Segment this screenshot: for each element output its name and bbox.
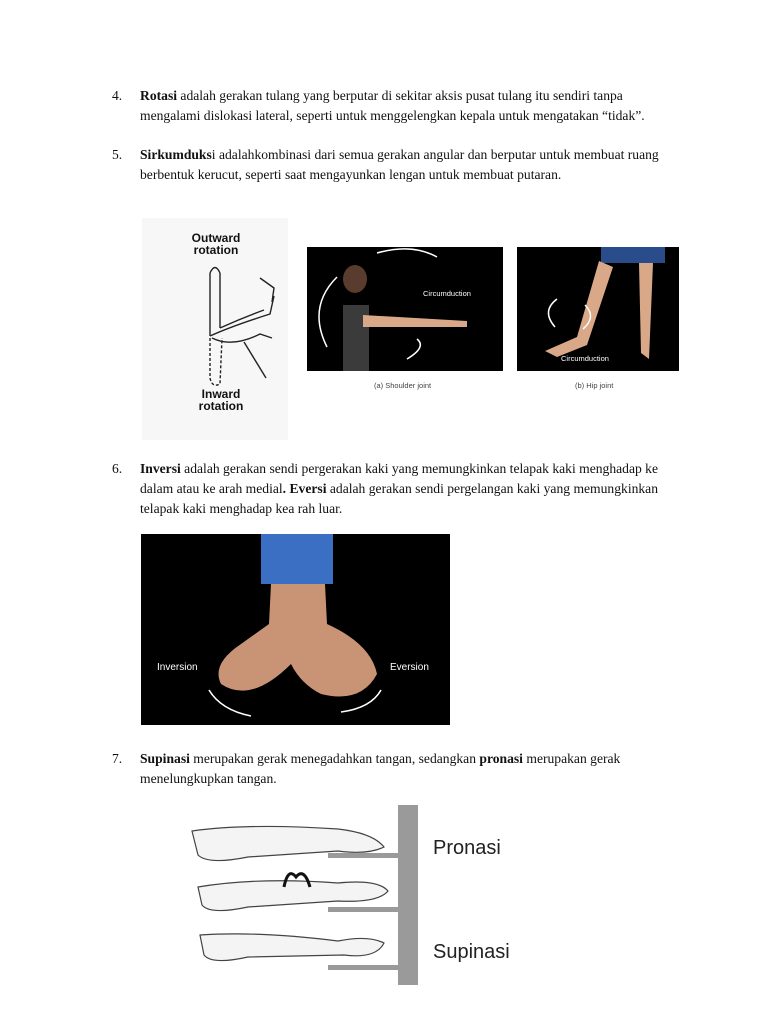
item-text: merupakan gerak menegadahkan tangan, sedangkan bbox=[189, 751, 480, 766]
inward-rotation-label: Inward rotation bbox=[198, 387, 244, 413]
item-text: adalah gerakan sendi pergerakan kaki yang memungkinkan telapak kaki menghadap ke dalam atau ke arah medial bbox=[140, 461, 659, 496]
item-number: 4. bbox=[112, 88, 123, 103]
term-sirkumduksi: Sirkumduks bbox=[140, 147, 212, 162]
shoulder-circumduction-photo bbox=[307, 247, 503, 371]
list-item-rotasi bbox=[112, 86, 672, 126]
term-supinasi: Supinasi bbox=[140, 751, 190, 766]
term-inversi: Inversi bbox=[140, 461, 181, 476]
hip-caption: (b) Hip joint bbox=[575, 381, 614, 390]
shoulder-circumduction-label: Circumduction bbox=[423, 289, 471, 298]
supinasi-label: Supinasi bbox=[433, 941, 510, 963]
pronation-supination-figure bbox=[188, 805, 528, 985]
list-item-inversi bbox=[112, 459, 672, 519]
shoulder-arrow-drawing bbox=[307, 247, 503, 371]
term-rotasi: Rotasi bbox=[140, 88, 178, 103]
item-number: 5. bbox=[112, 147, 123, 162]
item-text: i adalahkombinasi dari semua gerakan angular dan berputar untuk membuat ruang berbentuk kerucut, seperti saat mengayunkan lengan untuk membuat putaran. bbox=[140, 147, 659, 182]
term-pronasi: pronasi bbox=[479, 751, 523, 766]
foot-inversion-eversion-photo bbox=[141, 534, 450, 725]
item-number: 6. bbox=[112, 461, 123, 476]
eversion-label: Eversion bbox=[390, 662, 429, 673]
item-text-2: merupakan gerak menelungkupkan tangan. bbox=[140, 751, 621, 786]
hip-circumduction-label: Circumduction bbox=[561, 354, 609, 363]
foot-drawing bbox=[141, 534, 450, 725]
outward-rotation-label: Outward rotation bbox=[191, 231, 241, 257]
list-item-supinasi bbox=[112, 749, 672, 789]
item-text: adalah gerakan tulang yang berputar di sekitar aksis pusat tulang itu sendiri tanpa mengalami dislokasi lateral, seperti untuk menggelengkan kepala untuk mengatakan “tidak”. bbox=[140, 88, 645, 123]
item-number: 7. bbox=[112, 751, 123, 766]
hip-circumduction-photo bbox=[517, 247, 679, 371]
rotation-figure bbox=[142, 218, 288, 440]
pronasi-label: Pronasi bbox=[433, 837, 501, 859]
hip-arrow-drawing bbox=[517, 247, 679, 371]
inversion-label: Inversion bbox=[157, 662, 198, 673]
list-item-sirkumduksi bbox=[112, 145, 672, 185]
term-eversi: . Eversi bbox=[282, 481, 327, 496]
shoulder-caption: (a) Shoulder joint bbox=[374, 381, 432, 390]
item-text-2: adalah gerakan sendi pergelangan kaki yang memungkinkan telapak kaki menghadap kea rah luar. bbox=[140, 481, 659, 516]
